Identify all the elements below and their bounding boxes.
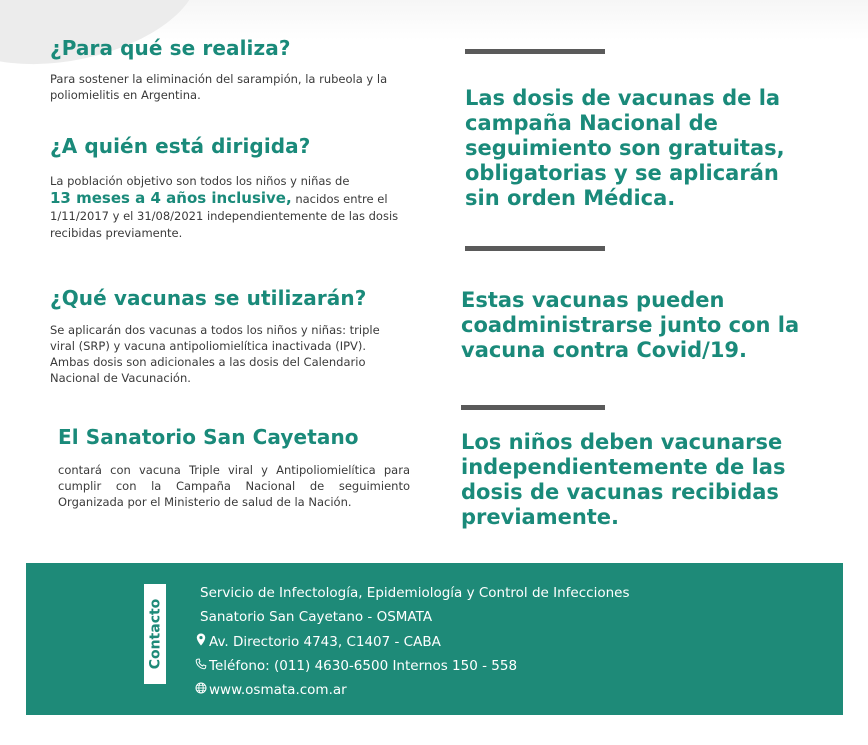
highlight-coadministration: Estas vacunas pueden coadministrarse junto con la vacuna contra Covid/19. (461, 288, 800, 362)
highlight-free-doses: Las dosis de vacunas de la campaña Nacional de seguimiento son gratuitas, obligatorias y se aplicarán sin orden Médica. (465, 86, 785, 210)
target-age-highlight: 13 meses a 4 años inclusive, (50, 189, 292, 207)
section-body-purpose: Para sostener la eliminación del sarampión, la rubeola y la poliomielitis en Argentina. (50, 72, 388, 102)
section-title-target: ¿A quién está dirigida? (50, 134, 311, 158)
contact-web-line[interactable] (194, 681, 347, 699)
contact-footer (26, 563, 843, 715)
phone-icon (194, 657, 208, 675)
section-body-vaccines: Se aplicarán dos vacunas a todos los niños y niñas: triple viral (SRP) y vacuna antipoliomielítica inactivada (IPV). Ambas dosis son adicionales a las dosis del Calendario Nacional de Vacunación. (50, 323, 380, 385)
contact-address-line (194, 633, 441, 651)
contact-service-line: Servicio de Infectología, Epidemiología y Control de Infecciones (200, 585, 630, 601)
section-title-sanatorio: El Sanatorio San Cayetano (58, 425, 359, 449)
section-body-sanatorio: contará con vacuna Triple viral y Antipoliomielítica para cumplir con la Campaña Nacional de seguimiento Organizada por el Ministerio de salud de la Nación. (58, 463, 410, 509)
contact-address: Av. Directorio 4743, C1407 - CABA (209, 634, 441, 650)
contact-website-link[interactable]: www.osmata.com.ar (209, 682, 347, 698)
target-line1: La población objetivo son todos los niños y niñas de (50, 174, 350, 188)
highlight-vaccinate-regardless: Los niños deben vacunarse independientemente de las dosis de vacunas recibidas previamente. (461, 430, 786, 529)
contact-label: Contacto (147, 598, 164, 670)
divider-rule-3 (461, 405, 605, 410)
contact-phone-line[interactable] (194, 657, 517, 675)
target-rest: 1/11/2017 y el 31/08/2021 independientemente de las dosis recibidas previamente. (50, 209, 399, 240)
section-body-target (50, 173, 420, 242)
section-title-vaccines: ¿Qué vacunas se utilizarán? (50, 286, 367, 310)
contact-sanatorio-line: Sanatorio San Cayetano - OSMATA (200, 609, 433, 625)
contact-label-box (144, 584, 166, 684)
section-title-purpose: ¿Para qué se realiza? (50, 36, 291, 60)
target-after-highlight: nacidos entre el (291, 192, 388, 206)
map-pin-icon (194, 633, 208, 651)
divider-rule-2 (465, 246, 605, 251)
globe-icon (194, 681, 208, 699)
contact-phone: Teléfono: (011) 4630-6500 Internos 150 - 558 (209, 658, 518, 674)
divider-rule-1 (465, 49, 605, 54)
